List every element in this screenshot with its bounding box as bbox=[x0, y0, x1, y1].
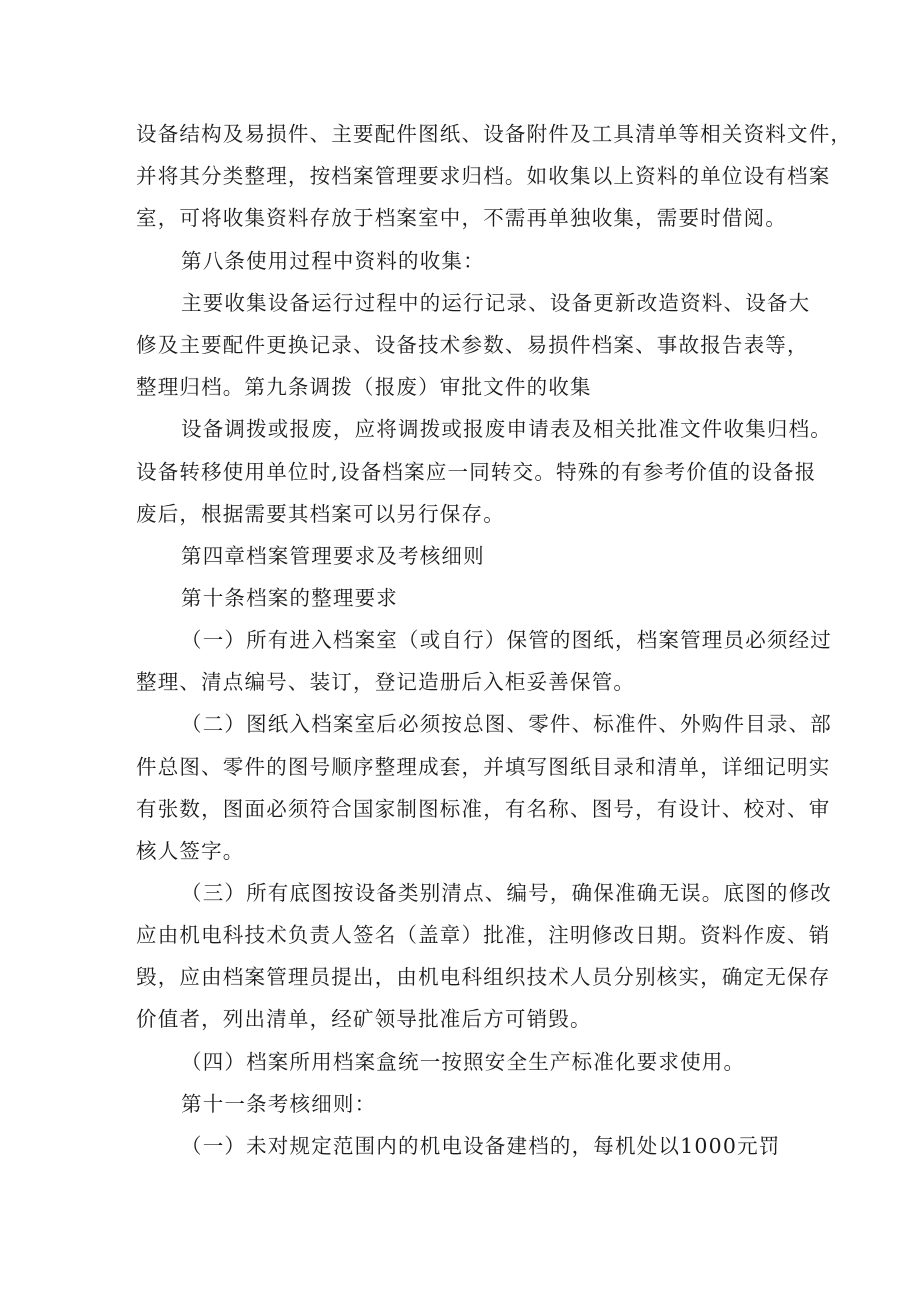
text-line: （一）所有进入档案室（或自行）保管的图纸，档案管理员必须经过 bbox=[181, 628, 832, 652]
text-line: 废后，根据需要其档案可以另行保存。 bbox=[136, 502, 505, 526]
section-heading: 第十条档案的整理要求 bbox=[181, 586, 398, 610]
text-line: 整理归档。第九条调拨（报废）审批文件的收集 bbox=[136, 375, 592, 399]
text-line: （一）未对规定范围内的机电设备建档的，每机处以1000元罚 bbox=[181, 1134, 781, 1158]
text-line: 主要收集设备运行过程中的运行记录、设备更新改造资料、设备大 bbox=[181, 291, 811, 315]
text-line: 有张数，图面必须符合国家制图标准，有名称、图号，有设计、校对、审 bbox=[136, 797, 831, 821]
text-line: 室，可将收集资料存放于档案室中，不需再单独收集，需要时借阅。 bbox=[136, 206, 787, 230]
text-line: 整理、清点编号、装订，登记造册后入柜妥善保管。 bbox=[136, 670, 636, 694]
text-line: （四）档案所用档案盒统一按照安全生产标准化要求使用。 bbox=[181, 1050, 746, 1074]
text-line: 设备调拨或报废，应将调拨或报废申请表及相关批准文件收集归档。 bbox=[181, 417, 832, 441]
text-line: 毁，应由档案管理员提出，由机电科组织技术人员分别核实，确定无保存 bbox=[136, 965, 831, 989]
text-line: 核人签字。 bbox=[136, 839, 245, 863]
text-line: 并将其分类整理，按档案管理要求归档。如收集以上资料的单位设有档案 bbox=[136, 164, 831, 188]
text-line: 设备结构及易损件、主要配件图纸、设备附件及工具清单等相关资料文件， bbox=[136, 122, 853, 146]
section-heading: 第八条使用过程中资料的收集： bbox=[181, 249, 485, 273]
text-line: 应由机电科技术负责人签名（盖章）批准，注明修改日期。资料作废、销 bbox=[136, 923, 831, 947]
text-line: （二）图纸入档案室后必须按总图、零件、标准件、外购件目录、部 bbox=[181, 712, 832, 736]
text-line: 设备转移使用单位时,设备档案应一同转交。特殊的有参考价值的设备报 bbox=[136, 460, 817, 484]
text-line: 价值者，列出清单，经矿领导批准后方可销毁。 bbox=[136, 1007, 592, 1031]
text-line: （三）所有底图按设备类别清点、编号，确保准确无误。底图的修改 bbox=[181, 881, 832, 905]
section-heading: 第十一条考核细则： bbox=[181, 1092, 377, 1116]
text-line: 件总图、零件的图号顺序整理成套，并填写图纸目录和清单，详细记明实 bbox=[136, 755, 831, 779]
text-line: 修及主要配件更换记录、设备技术参数、易损件档案、事故报告表等， bbox=[136, 333, 809, 357]
chapter-heading: 第四章档案管理要求及考核细则 bbox=[181, 544, 485, 568]
